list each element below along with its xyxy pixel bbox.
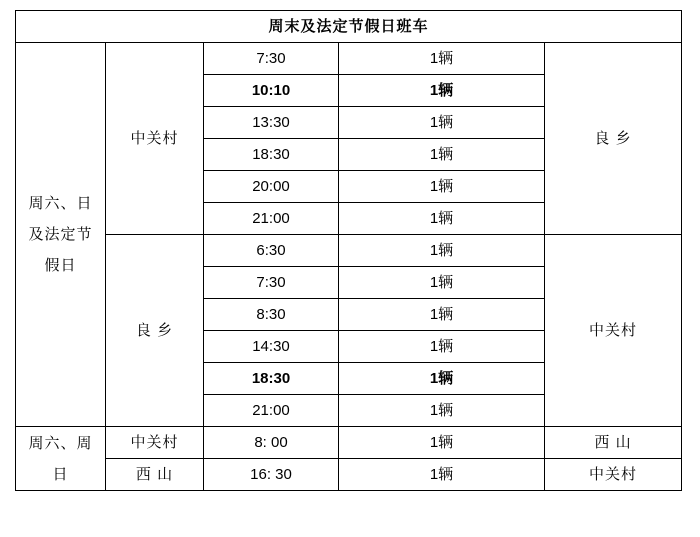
period-label-weekend-holiday [16,43,106,427]
bus-count: 1辆 [339,299,545,331]
departure-time: 21:00 [204,395,339,427]
departure-time: 7:30 [204,267,339,299]
bus-count: 1辆 [339,203,545,235]
departure-time: 6:30 [204,235,339,267]
bus-count: 1辆 [339,43,545,75]
bus-count: 1辆 [339,235,545,267]
bus-count: 1辆 [339,395,545,427]
departure-time: 21:00 [204,203,339,235]
destination-zhongguancun: 中关村 [545,459,682,491]
origin-liangxiang: 良 乡 [106,235,204,427]
destination-liangxiang: 良 乡 [545,43,682,235]
departure-time: 14:30 [204,331,339,363]
table-title-row [16,11,682,43]
period-line-2: 及法定节 [28,226,93,243]
table-row [16,235,682,267]
departure-time: 20:00 [204,171,339,203]
bus-count: 1辆 [339,331,545,363]
bus-count: 1辆 [339,267,545,299]
origin-xishan: 西 山 [106,459,204,491]
table-row [16,459,682,491]
period-line-1: 周六、周 [28,434,93,452]
bus-count: 1辆 [339,427,545,459]
bus-count: 1辆 [339,75,545,107]
page-title: 周末及法定节假日班车 [16,11,682,43]
bus-count: 1辆 [339,363,545,395]
period-line-2: 日 [52,465,69,483]
departure-time: 18:30 [204,139,339,171]
table-row [16,427,682,459]
table-row [16,43,682,75]
destination-zhongguancun: 中关村 [545,235,682,427]
departure-time: 8:30 [204,299,339,331]
origin-zhongguancun: 中关村 [106,427,204,459]
schedule-document [0,10,700,537]
destination-xishan: 西 山 [545,427,682,459]
bus-count: 1辆 [339,459,545,491]
departure-time: 18:30 [204,363,339,395]
bus-count: 1辆 [339,107,545,139]
departure-time: 8: 00 [204,427,339,459]
bus-count: 1辆 [339,139,545,171]
period-line-1: 周六、日 [28,195,93,212]
departure-time: 13:30 [204,107,339,139]
period-line-3: 假日 [44,257,77,274]
shuttle-schedule-table [15,10,682,491]
departure-time: 16: 30 [204,459,339,491]
origin-zhongguancun: 中关村 [106,43,204,235]
departure-time: 10:10 [204,75,339,107]
departure-time: 7:30 [204,43,339,75]
bus-count: 1辆 [339,171,545,203]
period-label-saturday-sunday [16,427,106,491]
